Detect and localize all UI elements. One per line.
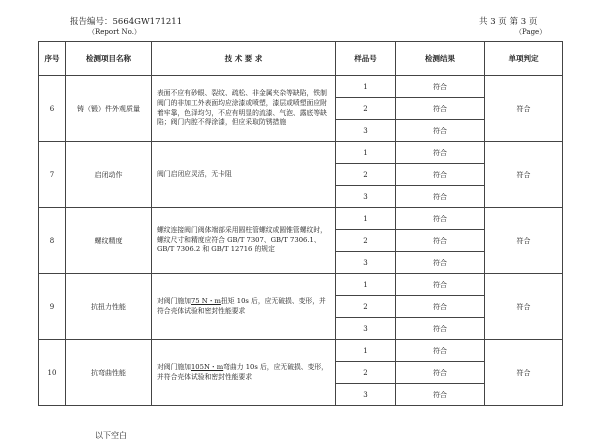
row-item: 铸（锻）件外观质量 xyxy=(66,76,152,142)
table-row xyxy=(39,142,563,164)
row-no: 6 xyxy=(39,76,66,142)
col-header-result: 检测结果 xyxy=(396,42,485,76)
sample-number: 3 xyxy=(336,318,396,340)
row-judgement: 符合 xyxy=(485,274,563,340)
requirement-prefix: 对阀门施加 xyxy=(157,296,191,305)
row-judgement: 符合 xyxy=(485,208,563,274)
test-result: 符合 xyxy=(396,120,485,142)
table-row xyxy=(39,274,563,296)
test-result: 符合 xyxy=(396,362,485,384)
sample-number: 1 xyxy=(336,208,396,230)
row-judgement: 符合 xyxy=(485,340,563,406)
col-header-sample: 样品号 xyxy=(336,42,396,76)
table-row xyxy=(39,208,563,230)
table-row xyxy=(39,340,563,362)
test-result: 符合 xyxy=(396,296,485,318)
report-number-label: 报告编号： xyxy=(70,17,113,27)
row-requirement: 阀门启闭应灵活，无卡阻 xyxy=(152,142,336,208)
row-item: 启闭动作 xyxy=(66,142,152,208)
sample-number: 2 xyxy=(336,98,396,120)
row-requirement xyxy=(152,340,336,406)
sample-number: 2 xyxy=(336,164,396,186)
sample-number: 2 xyxy=(336,230,396,252)
test-result: 符合 xyxy=(396,318,485,340)
test-result: 符合 xyxy=(396,252,485,274)
requirement-suffix: 扭矩 10s 后，应无破损、变形，并符合壳体试验和密封性能要求 xyxy=(157,296,326,315)
sample-number: 1 xyxy=(336,142,396,164)
col-header-item: 检测项目名称 xyxy=(66,42,152,76)
row-item: 抗扭力性能 xyxy=(66,274,152,340)
row-item: 抗弯曲性能 xyxy=(66,340,152,406)
test-result: 符合 xyxy=(396,142,485,164)
torque-value: 75 N・m xyxy=(190,296,221,305)
report-number-en: （Report No.） xyxy=(88,28,141,36)
report-number-header xyxy=(70,17,182,37)
row-requirement: 表面不应有砂眼、裂纹、疏松、非金属夹杂等缺陷，铁制阀门的非加工外表面均应涂漆或喷塑，漆层或喷塑面应附着牢靠，色泽均匀，不应有明显的流漆、气泡、露底等缺陷；阀门内腔不得涂漆，但应采取防锈措施 xyxy=(152,76,336,142)
sample-number: 1 xyxy=(336,340,396,362)
col-header-no: 序号 xyxy=(39,42,66,76)
row-requirement xyxy=(152,274,336,340)
row-requirement: 螺纹连接阀门阀体端部采用圆柱管螺纹或圆锥管螺纹时，螺纹尺寸和精度应符合 GB/T 7307、GB/T 7306.1、GB/T 7306.2 和 GB/T 12716 的规定 xyxy=(152,208,336,274)
sample-number: 2 xyxy=(336,362,396,384)
row-no: 7 xyxy=(39,142,66,208)
sample-number: 1 xyxy=(336,274,396,296)
row-no: 10 xyxy=(39,340,66,406)
sample-number: 3 xyxy=(336,186,396,208)
sample-number: 1 xyxy=(336,76,396,98)
page-en: （Page） xyxy=(515,28,547,36)
test-result: 符合 xyxy=(396,186,485,208)
row-no: 9 xyxy=(39,274,66,340)
page-text: 共 3 页 第 3 页 xyxy=(479,17,538,27)
test-results-table xyxy=(38,41,563,406)
test-result: 符合 xyxy=(396,164,485,186)
test-result: 符合 xyxy=(396,76,485,98)
blank-below-note: 以下空白 xyxy=(95,431,127,440)
requirement-suffix: 弯曲力 10s 后，应无破损、变形，并符合壳体试验和密封性能要求 xyxy=(157,362,328,381)
test-result: 符合 xyxy=(396,274,485,296)
test-result: 符合 xyxy=(396,98,485,120)
row-item: 螺纹精度 xyxy=(66,208,152,274)
sample-number: 3 xyxy=(336,384,396,406)
row-judgement: 符合 xyxy=(485,76,563,142)
page-indicator xyxy=(479,17,546,37)
table-header-row xyxy=(39,42,563,76)
sample-number: 2 xyxy=(336,296,396,318)
report-number: 5664GW171211 xyxy=(112,17,183,27)
row-no: 8 xyxy=(39,208,66,274)
requirement-prefix: 对阀门施加 xyxy=(157,362,191,371)
col-header-judgement: 单项判定 xyxy=(485,42,563,76)
sample-number: 3 xyxy=(336,120,396,142)
row-judgement: 符合 xyxy=(485,142,563,208)
test-result: 符合 xyxy=(396,384,485,406)
col-header-requirement: 技 术 要 求 xyxy=(152,42,336,76)
test-result: 符合 xyxy=(396,230,485,252)
bending-value: 105N・m xyxy=(190,362,224,371)
test-result: 符合 xyxy=(396,208,485,230)
sample-number: 3 xyxy=(336,252,396,274)
table-row xyxy=(39,76,563,98)
test-result: 符合 xyxy=(396,340,485,362)
